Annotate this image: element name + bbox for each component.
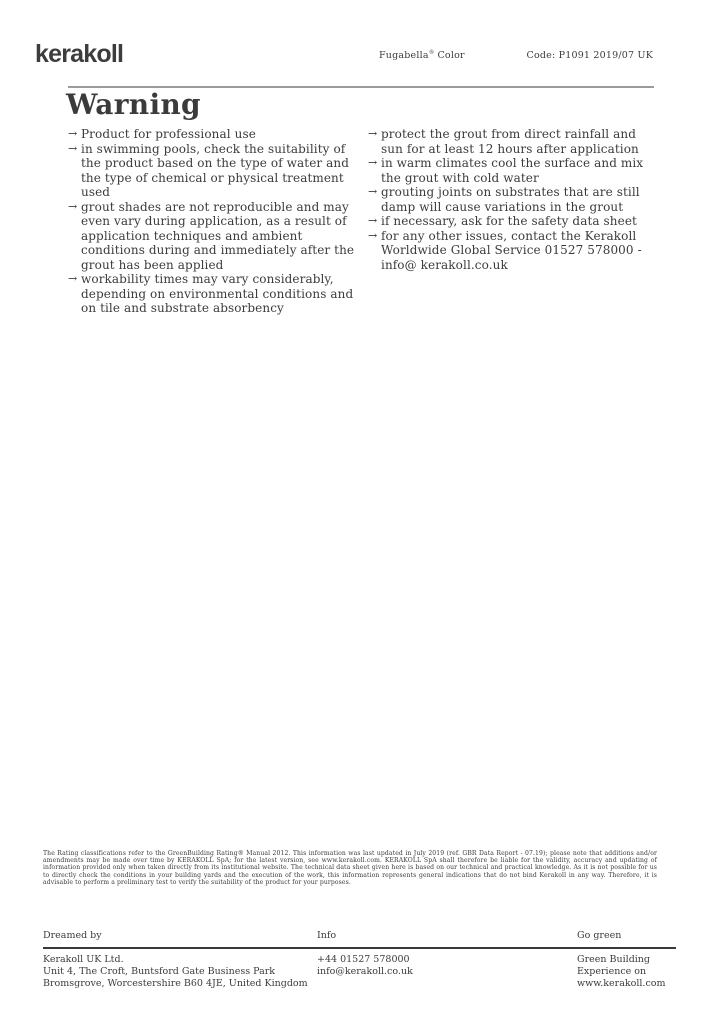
warning-item-text: protect the grout from direct rainfall and sun for at least 12 hours after application (381, 127, 639, 156)
go-green-line2: Experience on (577, 966, 647, 977)
warning-item-text: in warm climates cool the surface and mix the grout with cold water (381, 156, 644, 185)
arrow-icon: → (68, 199, 78, 213)
arrow-icon: → (68, 272, 78, 285)
warning-columns (68, 127, 656, 316)
footer-label-dreamed-by: Dreamed by (43, 930, 102, 941)
arrow-icon: → (68, 127, 78, 140)
go-green-line1: Green Building (577, 954, 651, 965)
warning-item-text: Product for professional use (81, 127, 256, 141)
email-address: info@kerakoll.co.uk (317, 966, 413, 977)
registered-mark-icon: ® (428, 50, 435, 56)
warning-item-text: grouting joints on substrates that are still damp will cause variations in the grout (381, 185, 640, 214)
warning-item (368, 156, 656, 185)
document-code: Code: P1091 2019/07 UK (526, 50, 653, 61)
warning-item-text: for any other issues, contact the Kerakoll Worldwide Global Service 01527 578000 - info@ kerakoll.co.uk (381, 228, 642, 272)
footer-label-go-green: Go green (577, 930, 622, 941)
warning-column-right (368, 127, 656, 316)
company-name: Kerakoll UK Ltd. (43, 954, 124, 965)
warning-item-text: grout shades are not reproducible and may even vary during application, as a result of application techniques and ambient conditions during and immediately after the grout has been applied (81, 199, 355, 272)
footer-labels (43, 930, 677, 941)
warning-item (368, 229, 656, 273)
warning-column-left (68, 127, 356, 316)
legal-disclaimer: The Rating classifications refer to the GreenBuilding Rating® Manual 2012. This information was last updated in July 2019 (ref. GBR Data Report - 07.19); please note that additions and/or amendments may be made over time by KERAKOLL SpA; for the latest version, see www.kerakoll.com. KERAKOLL SpA shall therefore be liable for the validity, accuracy and updating of information provided only when taken directly from its institutional website. The technical data sheet given here is based on our technical and practical knowledge. As it is not possible for us to directly check the conditions in your building yards and the execution of the work, this information represents general indications that do not bind Kerakoll in any way. Therefore, it is advisable to perform a preliminary test to verify the suitability of the product for your purposes. (43, 850, 657, 886)
footer-body (43, 954, 677, 990)
phone-number: +44 01527 578000 (317, 954, 410, 965)
warning-item (68, 142, 356, 200)
arrow-icon: → (368, 156, 378, 169)
footer-divider (43, 947, 676, 949)
product-name: Fugabella (379, 50, 429, 62)
warning-item (368, 214, 656, 229)
company-address-line1: Unit 4, The Croft, Buntsford Gate Business Park (43, 966, 276, 977)
kerakoll-logo: kerakoll (35, 40, 124, 68)
footer-go-green (577, 954, 677, 990)
website-url: www.kerakoll.com (577, 978, 666, 989)
footer-contact-info (317, 954, 577, 990)
page-title: Warning (66, 88, 201, 121)
arrow-icon: → (68, 141, 78, 155)
warning-item (68, 127, 356, 142)
footer-label-info: Info (317, 930, 337, 941)
warning-item (68, 272, 356, 316)
arrow-icon: → (368, 127, 378, 140)
warning-item (368, 185, 656, 214)
warning-item (68, 200, 356, 273)
arrow-icon: → (368, 228, 378, 242)
warning-item (368, 127, 656, 156)
company-address-line2: Bromsgrove, Worcestershire B60 4JE, United Kingdom (43, 978, 308, 989)
product-line: Color (437, 50, 465, 62)
warning-item-text: if necessary, ask for the safety data sheet (381, 214, 637, 228)
arrow-icon: → (368, 214, 378, 227)
product-title (379, 50, 465, 61)
warning-item-text: in swimming pools, check the suitability of the product based on the type of water and the type of chemical or physical treatment used (81, 141, 350, 199)
arrow-icon: → (368, 185, 378, 198)
footer-company-address (43, 954, 317, 990)
warning-item-text: workability times may vary considerably, depending on environmental conditions and on tile and substrate absorbency (81, 272, 354, 315)
